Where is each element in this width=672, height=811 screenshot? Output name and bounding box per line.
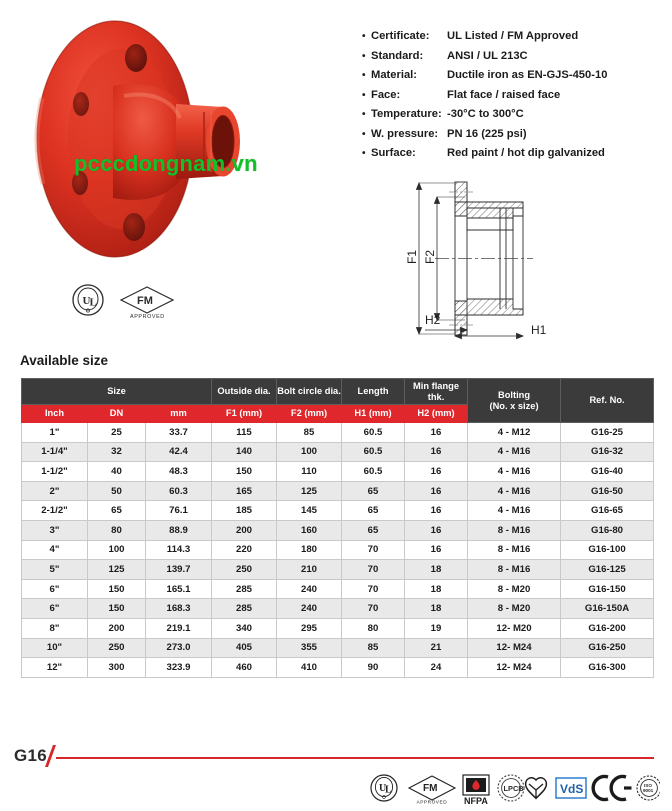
cell-dn: 50	[88, 481, 146, 501]
svg-text:NFPA: NFPA	[464, 796, 488, 806]
header-bolting-line1: Bolting	[498, 389, 531, 400]
header-outside-dia: Outside dia.	[212, 379, 277, 405]
cell-h2: 16	[405, 481, 468, 501]
cell-bolting: 4 - M16	[468, 462, 561, 482]
cell-f1: 165	[212, 481, 277, 501]
cell-bolting: 12- M20	[468, 618, 561, 638]
svg-text:U: U	[82, 295, 91, 307]
cell-f1: 460	[212, 658, 277, 678]
cell-f2: 295	[277, 618, 342, 638]
ce-logo	[593, 777, 631, 800]
cell-f1: 115	[212, 423, 277, 443]
photo-certification-marks	[68, 281, 188, 321]
spec-value: Red paint / hot dip galvanized	[447, 147, 605, 159]
spec-label: Face:	[371, 88, 401, 101]
bullet-icon: •	[362, 148, 366, 159]
cell-h1: 65	[342, 520, 405, 540]
cell-h1: 60.5	[342, 423, 405, 443]
cell-bolting: 8 - M20	[468, 579, 561, 599]
svg-text:LPCB: LPCB	[503, 784, 524, 793]
certification-seal-logo	[637, 776, 660, 800]
cell-mm: 273.0	[146, 638, 212, 658]
cell-inch: 10"	[22, 638, 88, 658]
page-title: Available size	[20, 353, 109, 368]
cell-mm: 60.3	[146, 481, 212, 501]
nfpa-logo	[463, 775, 489, 806]
cell-inch: 6"	[22, 599, 88, 619]
spec-row-temperature	[362, 108, 662, 128]
cell-mm: 48.3	[146, 462, 212, 482]
dimension-label-h2: H2	[425, 313, 441, 327]
cell-h2: 24	[405, 658, 468, 678]
cell-f2: 85	[277, 423, 342, 443]
table-row	[22, 638, 654, 658]
cell-h2: 19	[405, 618, 468, 638]
cell-ref: G16-150	[561, 579, 654, 599]
spec-value: Ductile iron as EN-GJS-450-10	[447, 69, 608, 81]
cell-h2: 16	[405, 462, 468, 482]
cell-h1: 65	[342, 501, 405, 521]
cell-bolting: 8 - M16	[468, 540, 561, 560]
flange-cross-section-drawing	[405, 178, 667, 340]
cell-f1: 140	[212, 442, 277, 462]
cell-mm: 88.9	[146, 520, 212, 540]
table-row	[22, 423, 654, 443]
table-row	[22, 658, 654, 678]
cell-mm: 139.7	[146, 560, 212, 580]
cell-inch: 1-1/2"	[22, 462, 88, 482]
cell-bolting: 4 - M12	[468, 423, 561, 443]
cell-dn: 40	[88, 462, 146, 482]
cell-inch: 1"	[22, 423, 88, 443]
product-code-text: G16	[14, 746, 48, 765]
subheader-dn: DN	[88, 405, 146, 423]
header-length: Length	[342, 379, 405, 405]
svg-text:L: L	[89, 296, 97, 309]
cell-h2: 21	[405, 638, 468, 658]
cell-inch: 2-1/2"	[22, 501, 88, 521]
cell-h1: 70	[342, 560, 405, 580]
cell-ref: G16-32	[561, 442, 654, 462]
spec-label: Material:	[371, 69, 418, 81]
header-bolt-circle-dia: Bolt circle dia.	[277, 379, 342, 405]
cell-ref: G16-250	[561, 638, 654, 658]
cell-inch: 8"	[22, 618, 88, 638]
cell-f1: 285	[212, 579, 277, 599]
svg-text:APPROVED: APPROVED	[416, 800, 448, 806]
bullet-icon: •	[362, 109, 366, 120]
cell-h1: 70	[342, 599, 405, 619]
fm-approved-logo	[409, 776, 455, 806]
available-size-table	[21, 378, 654, 678]
table-row	[22, 520, 654, 540]
cell-ref: G16-300	[561, 658, 654, 678]
subheader-inch: Inch	[22, 405, 88, 423]
table-row	[22, 462, 654, 482]
cell-inch: 5"	[22, 560, 88, 580]
cell-mm: 33.7	[146, 423, 212, 443]
cell-dn: 100	[88, 540, 146, 560]
svg-text:VdS: VdS	[560, 782, 584, 796]
svg-text:9001: 9001	[643, 788, 654, 793]
cell-inch: 1-1/4"	[22, 442, 88, 462]
cell-dn: 25	[88, 423, 146, 443]
cell-f1: 405	[212, 638, 277, 658]
cell-mm: 165.1	[146, 579, 212, 599]
cell-bolting: 8 - M16	[468, 520, 561, 540]
cell-f1: 150	[212, 462, 277, 482]
header-min-flange-thk: Min flange thk.	[405, 379, 468, 405]
spec-label: Surface:	[371, 147, 416, 159]
cell-h2: 18	[405, 560, 468, 580]
subheader-h1: H1 (mm)	[342, 405, 405, 423]
bullet-icon: •	[362, 70, 366, 81]
spec-row-standard	[362, 50, 662, 70]
footer-product-code	[14, 745, 654, 767]
cell-f2: 160	[277, 520, 342, 540]
cell-h1: 90	[342, 658, 405, 678]
dimension-label-f2: F2	[423, 249, 437, 264]
cell-inch: 6"	[22, 579, 88, 599]
cell-ref: G16-40	[561, 462, 654, 482]
cell-mm: 114.3	[146, 540, 212, 560]
spec-row-surface	[362, 147, 662, 167]
cell-h2: 16	[405, 423, 468, 443]
ul-logo	[371, 775, 397, 801]
cell-dn: 150	[88, 579, 146, 599]
cell-mm: 168.3	[146, 599, 212, 619]
table-row	[22, 560, 654, 580]
cell-f2: 100	[277, 442, 342, 462]
ul-listed-mark	[73, 285, 103, 315]
subheader-f2: F2 (mm)	[277, 405, 342, 423]
cell-ref: G16-50	[561, 481, 654, 501]
bullet-icon: •	[362, 31, 366, 42]
footer-rule	[56, 757, 654, 759]
cell-f1: 285	[212, 599, 277, 619]
cell-ref: G16-25	[561, 423, 654, 443]
cell-mm: 219.1	[146, 618, 212, 638]
svg-text:U: U	[379, 783, 387, 794]
cell-dn: 80	[88, 520, 146, 540]
cell-f2: 240	[277, 579, 342, 599]
cell-h1: 60.5	[342, 462, 405, 482]
cell-mm: 76.1	[146, 501, 212, 521]
cell-inch: 3"	[22, 520, 88, 540]
cell-f2: 210	[277, 560, 342, 580]
cell-f1: 250	[212, 560, 277, 580]
cell-h1: 65	[342, 481, 405, 501]
cell-dn: 150	[88, 599, 146, 619]
spec-row-certificate	[362, 30, 662, 50]
table-header-group-row	[22, 379, 654, 405]
cell-dn: 65	[88, 501, 146, 521]
cell-bolting: 4 - M16	[468, 501, 561, 521]
cell-f2: 410	[277, 658, 342, 678]
cell-ref: G16-150A	[561, 599, 654, 619]
spec-label: Standard:	[371, 49, 424, 62]
spec-row-working-pressure	[362, 128, 662, 148]
cell-f2: 145	[277, 501, 342, 521]
product-photo	[18, 8, 258, 278]
subheader-mm: mm	[146, 405, 212, 423]
cell-h1: 70	[342, 540, 405, 560]
svg-text:FM: FM	[423, 783, 438, 794]
table-row	[22, 540, 654, 560]
vds-logo	[556, 778, 586, 798]
cell-f1: 200	[212, 520, 277, 540]
spec-row-face	[362, 89, 662, 109]
cell-bolting: 8 - M16	[468, 560, 561, 580]
spec-value: Flat face / raised face	[447, 88, 561, 101]
cell-h1: 85	[342, 638, 405, 658]
dimension-label-f1: F1	[405, 249, 419, 264]
cell-ref: G16-100	[561, 540, 654, 560]
cell-dn: 125	[88, 560, 146, 580]
cell-f2: 110	[277, 462, 342, 482]
table-row	[22, 442, 654, 462]
spec-value: -30°C to 300°C	[447, 108, 524, 120]
cell-inch: 12"	[22, 658, 88, 678]
cell-dn: 200	[88, 618, 146, 638]
cell-inch: 2"	[22, 481, 88, 501]
cell-f2: 180	[277, 540, 342, 560]
spec-label: Temperature:	[371, 108, 442, 120]
table-row	[22, 599, 654, 619]
cell-h2: 16	[405, 501, 468, 521]
cell-dn: 32	[88, 442, 146, 462]
cell-bolting: 8 - M20	[468, 599, 561, 619]
cell-f2: 125	[277, 481, 342, 501]
table-row	[22, 618, 654, 638]
fm-approved-mark	[121, 287, 173, 320]
cell-h2: 16	[405, 520, 468, 540]
cell-mm: 42.4	[146, 442, 212, 462]
table-row	[22, 579, 654, 599]
header-size: Size	[22, 379, 212, 405]
cell-h1: 70	[342, 579, 405, 599]
cell-dn: 250	[88, 638, 146, 658]
cell-h2: 16	[405, 442, 468, 462]
svg-text:APPROVED: APPROVED	[130, 314, 165, 320]
subheader-f1: F1 (mm)	[212, 405, 277, 423]
cell-ref: G16-200	[561, 618, 654, 638]
table-row	[22, 481, 654, 501]
table-row	[22, 501, 654, 521]
cell-inch: 4"	[22, 540, 88, 560]
lpcb-logo	[498, 775, 524, 801]
cell-f1: 185	[212, 501, 277, 521]
heart-mark-logo	[526, 778, 547, 799]
cell-bolting: 12- M24	[468, 658, 561, 678]
cell-h2: 18	[405, 579, 468, 599]
cell-ref: G16-125	[561, 560, 654, 580]
watermark-text: pcccdongnam.vn	[74, 151, 258, 176]
cell-mm: 323.9	[146, 658, 212, 678]
dimension-label-h1: H1	[531, 323, 547, 337]
cell-bolting: 4 - M16	[468, 481, 561, 501]
cell-h2: 18	[405, 599, 468, 619]
spec-value: UL Listed / FM Approved	[447, 30, 579, 42]
cell-bolting: 12- M24	[468, 638, 561, 658]
header-bolting-line2: (No. x size)	[489, 400, 539, 411]
spec-label: W. pressure:	[371, 127, 439, 140]
bullet-icon: •	[362, 89, 366, 101]
svg-text:FM: FM	[137, 295, 153, 307]
cell-bolting: 4 - M16	[468, 442, 561, 462]
cell-dn: 300	[88, 658, 146, 678]
cell-ref: G16-80	[561, 520, 654, 540]
cell-f1: 220	[212, 540, 277, 560]
svg-text:L: L	[385, 784, 392, 796]
cell-h2: 16	[405, 540, 468, 560]
bullet-icon: •	[362, 50, 366, 62]
specifications-list	[362, 30, 662, 167]
subheader-h2: H2 (mm)	[405, 405, 468, 423]
header-bolting	[468, 379, 561, 423]
cell-h1: 80	[342, 618, 405, 638]
header-ref-no: Ref. No.	[561, 379, 654, 423]
spec-row-material	[362, 69, 662, 89]
cell-f1: 340	[212, 618, 277, 638]
cell-f2: 240	[277, 599, 342, 619]
cell-ref: G16-65	[561, 501, 654, 521]
cell-h1: 60.5	[342, 442, 405, 462]
footer-certification-logos	[368, 768, 660, 808]
spec-value: ANSI / UL 213C	[447, 49, 528, 62]
spec-value: PN 16 (225 psi)	[447, 127, 527, 140]
cell-f2: 355	[277, 638, 342, 658]
spec-label: Certificate:	[371, 30, 430, 42]
bullet-icon: •	[362, 128, 366, 140]
svg-text:ISO: ISO	[644, 783, 652, 788]
